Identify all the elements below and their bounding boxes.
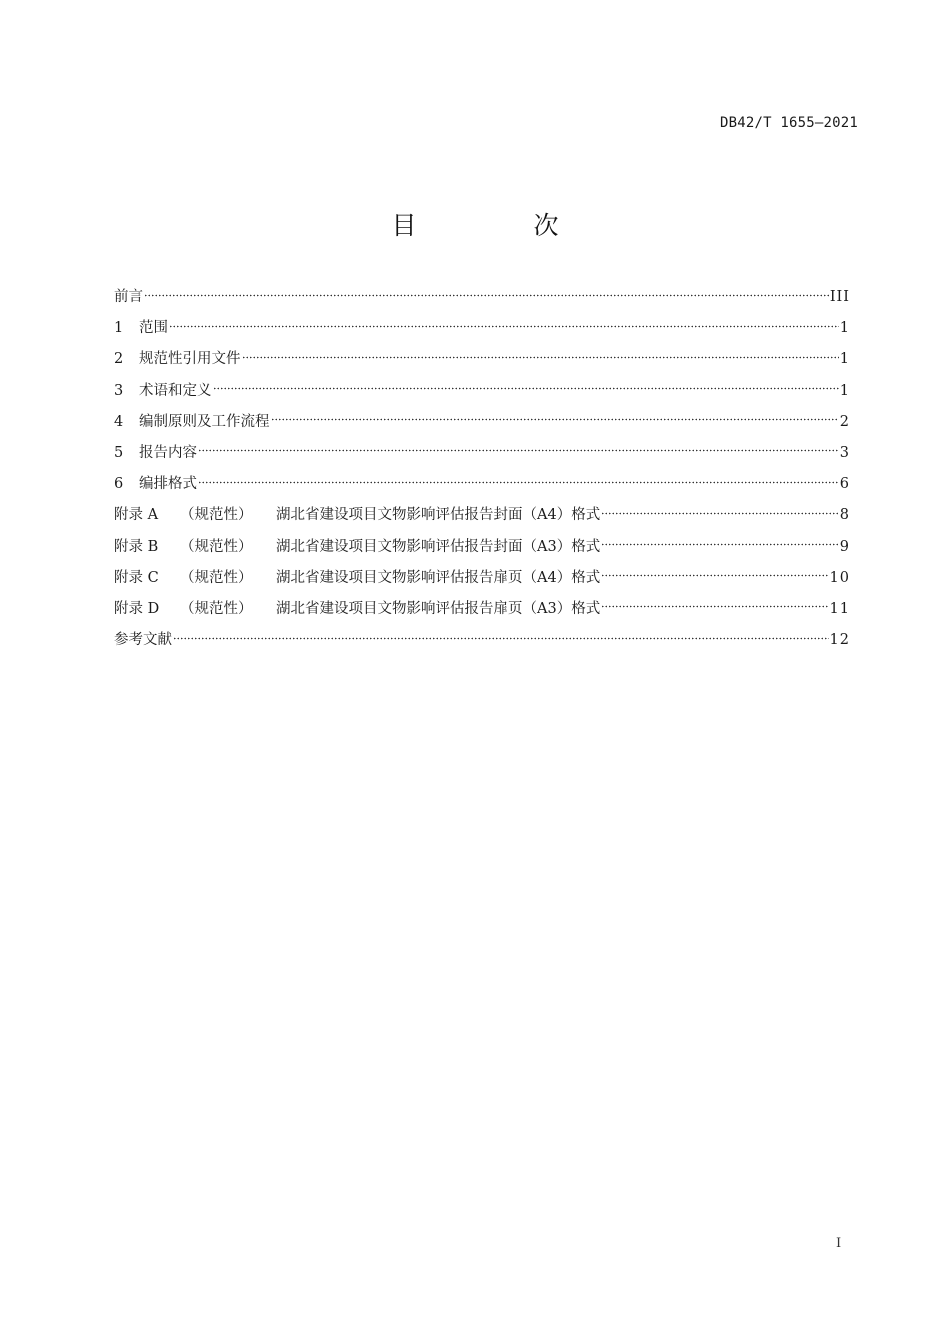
footer-page-number: I <box>836 1236 842 1251</box>
toc-entry-number: 1 <box>114 320 124 337</box>
toc-entry-page: 1 <box>839 320 850 337</box>
toc-entry-number: 6 <box>114 476 124 493</box>
toc-entry-page: 1 <box>839 382 850 399</box>
toc-entry-appendix-d[interactable] <box>114 597 850 628</box>
dot-leader <box>601 573 828 579</box>
toc-entry-layout-format[interactable] <box>114 472 850 503</box>
toc-entry-page: 11 <box>829 600 850 617</box>
toc-entry-label: 前言 <box>114 289 143 305</box>
toc-entry-page: 10 <box>829 569 850 586</box>
toc-entry-label: 附录 B （规范性） 湖北省建设项目文物影响评估报告封面（A3）格式 <box>114 535 600 559</box>
toc-entry-label: 4 编制原则及工作流程 <box>114 410 270 434</box>
toc-entry-label: 6 编排格式 <box>114 472 197 496</box>
appendix-id: 附录 C <box>114 569 159 586</box>
dot-leader <box>601 510 839 516</box>
toc-entry-label: 参考文献 <box>114 632 172 649</box>
toc-entry-appendix-b[interactable] <box>114 535 850 566</box>
toc-entry-label: 1 范围 <box>114 316 168 340</box>
dot-leader <box>271 417 839 423</box>
dot-leader <box>242 354 839 360</box>
toc-entry-page: 9 <box>839 538 850 555</box>
toc-entry-page: 8 <box>839 507 850 524</box>
toc-entry-number: 5 <box>114 444 124 461</box>
toc-entry-page: 3 <box>839 444 850 461</box>
toc-entry-label: 3 术语和定义 <box>114 379 212 403</box>
dot-leader <box>173 635 829 641</box>
dot-leader <box>198 479 839 485</box>
toc-entry-appendix-a[interactable] <box>114 503 850 534</box>
appendix-type: （规范性） <box>180 600 253 617</box>
dot-leader <box>213 386 839 392</box>
dot-leader <box>601 604 828 610</box>
toc-entry-label: 附录 C （规范性） 湖北省建设项目文物影响评估报告扉页（A4）格式 <box>114 566 600 590</box>
appendix-type: （规范性） <box>180 569 253 586</box>
page-title: 目 次 <box>391 211 605 240</box>
toc-entry-page: III <box>829 289 850 305</box>
toc-entry-references[interactable] <box>114 628 850 659</box>
toc-entry-page: 2 <box>839 413 850 430</box>
toc-entry-label: 5 报告内容 <box>114 441 197 465</box>
toc-entry-terms[interactable] <box>114 379 850 410</box>
appendix-type: （规范性） <box>180 538 253 555</box>
toc-entry-label: 2 规范性引用文件 <box>114 347 241 371</box>
toc-entry-scope[interactable] <box>114 316 850 347</box>
toc-entry-normative-references[interactable] <box>114 347 850 378</box>
standard-code: DB42/T 1655—2021 <box>719 115 858 131</box>
toc-entry-number: 2 <box>114 351 124 368</box>
toc-entry-number: 4 <box>114 413 124 430</box>
toc-entry-label: 附录 D （规范性） 湖北省建设项目文物影响评估报告扉页（A3）格式 <box>114 597 600 621</box>
toc-entry-label: 附录 A （规范性） 湖北省建设项目文物影响评估报告封面（A4）格式 <box>114 503 600 527</box>
toc-entry-number: 3 <box>114 382 124 399</box>
dot-leader <box>169 323 839 329</box>
toc-entry-page: 1 <box>839 351 850 368</box>
table-of-contents <box>114 285 850 659</box>
appendix-id: 附录 D <box>114 600 160 617</box>
toc-entry-appendix-c[interactable] <box>114 566 850 597</box>
dot-leader <box>144 292 829 298</box>
appendix-type: （规范性） <box>180 507 253 524</box>
toc-entry-principles[interactable] <box>114 410 850 441</box>
toc-entry-report-content[interactable] <box>114 441 850 472</box>
toc-entry-page: 6 <box>839 476 850 493</box>
dot-leader <box>198 448 839 454</box>
appendix-id: 附录 A <box>114 507 159 524</box>
appendix-id: 附录 B <box>114 538 159 555</box>
dot-leader <box>601 542 839 548</box>
toc-entry-page: 12 <box>829 632 850 649</box>
toc-entry-foreword[interactable] <box>114 285 850 316</box>
